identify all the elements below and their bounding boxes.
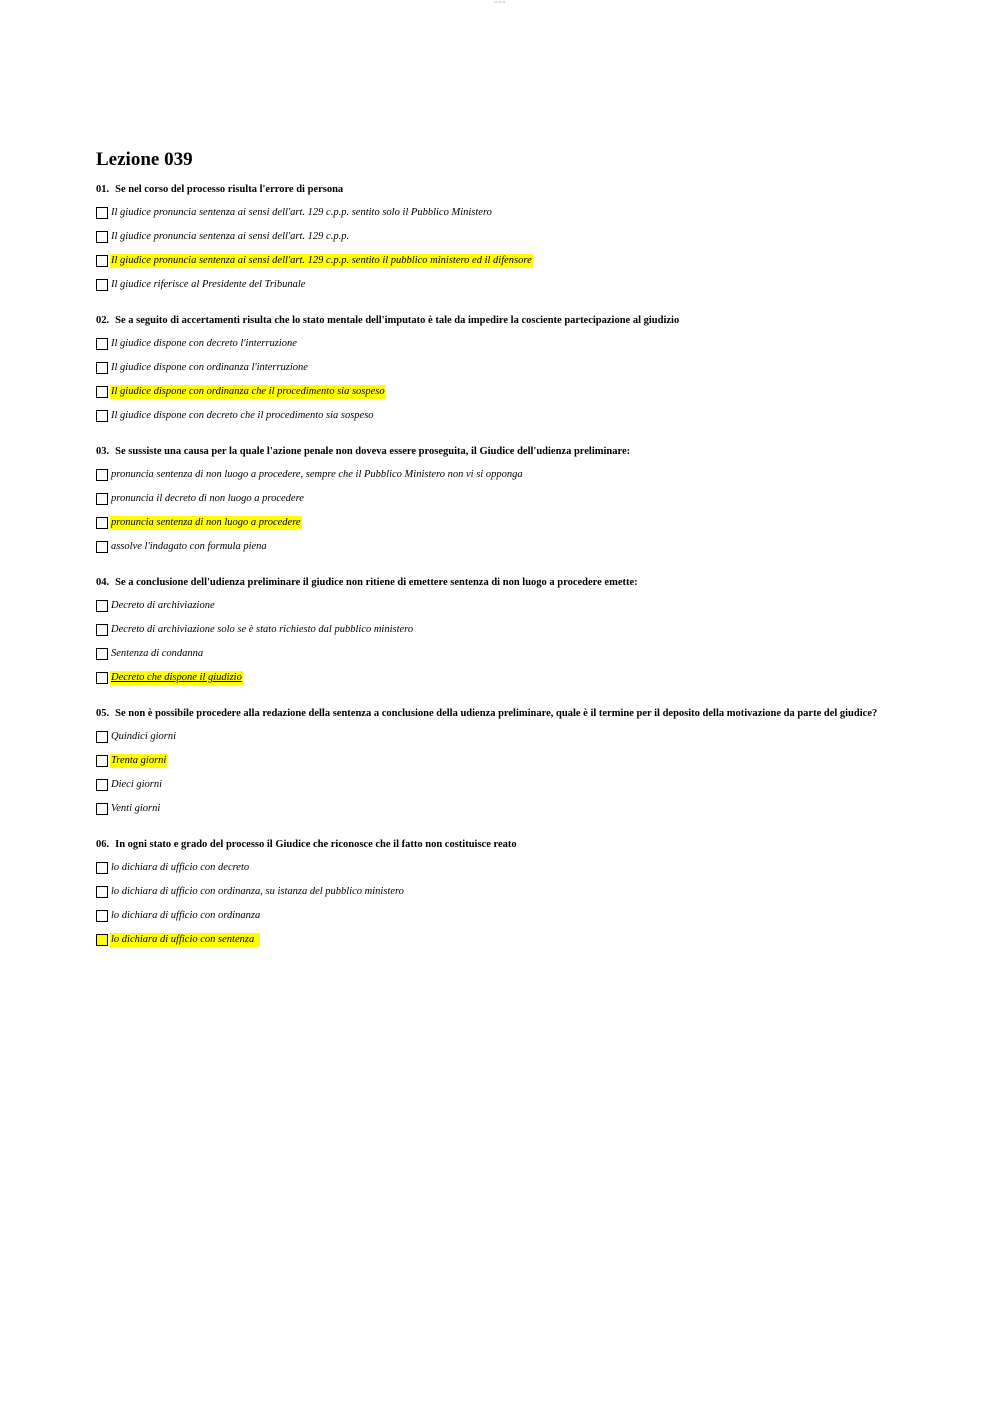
answer-label: Il giudice pronuncia sentenza ai sensi dell'art. 129 c.p.p. sentito solo il Pubblico Ministero [111,207,492,218]
answer-label: lo dichiara di ufficio con decreto [111,862,250,873]
answer-option-correct[interactable] [96,514,896,532]
answer-label: pronuncia il decreto di non luogo a procedere [111,493,304,504]
answer-label-highlighted: Il giudice dispone con ordinanza che il procedimento sia sospeso [111,386,385,397]
answer-option[interactable] [96,228,896,246]
answer-checkbox[interactable] [96,886,108,898]
answer-label-highlighted: Il giudice pronuncia sentenza ai sensi dell'art. 129 c.p.p. sentito il pubblico ministero ed il difensore [111,255,532,266]
answer-label: Sentenza di condanna [111,648,204,659]
question-text [96,838,896,851]
question-number: 05. [96,708,110,719]
answer-option-correct[interactable] [96,669,896,687]
question-prompt: Se non è possibile procedere alla redazione della sentenza a conclusione della udienza preliminare, quale è il termine per il deposito della motivazione da parte del giudice? [115,708,878,719]
question-prompt: Se sussiste una causa per la quale l'azione penale non doveva essere proseguita, il Giudice dell'udienza preliminare: [115,446,631,457]
answer-option[interactable] [96,645,896,663]
question-05 [96,707,896,818]
answer-label: Il giudice riferisce al Presidente del Tribunale [111,279,306,290]
answer-label-highlighted: pronuncia sentenza di non luogo a procedere [111,517,301,528]
question-01 [96,183,896,294]
answer-option[interactable] [96,621,896,639]
answer-checkbox[interactable] [96,207,108,219]
answer-option[interactable] [96,204,896,222]
answer-checkbox[interactable] [96,934,108,946]
answer-label: lo dichiara di ufficio con ordinanza [111,910,261,921]
answer-checkbox[interactable] [96,517,108,529]
question-03 [96,445,896,556]
answer-label: assolve l'indagato con formula piena [111,541,267,552]
question-text [96,576,896,589]
question-number: 02. [96,315,110,326]
answer-option[interactable] [96,859,896,877]
quiz-content [96,147,896,969]
answer-checkbox[interactable] [96,803,108,815]
answer-label: Venti giorni [111,803,161,814]
answer-option-correct[interactable] [96,752,896,770]
question-prompt: In ogni stato e grado del processo il Giudice che riconosce che il fatto non costituisce reato [115,839,517,850]
answer-label-highlighted: lo dichiara di ufficio con sentenza [110,933,260,947]
answer-checkbox[interactable] [96,779,108,791]
answer-option-correct[interactable] [96,931,896,949]
answer-checkbox[interactable] [96,624,108,636]
answer-label: Quindici giorni [111,731,177,742]
answer-checkbox[interactable] [96,362,108,374]
answer-checkbox[interactable] [96,386,108,398]
answer-label: Il giudice dispone con decreto che il procedimento sia sospeso [111,410,374,421]
answer-label: pronuncia sentenza di non luogo a procedere, sempre che il Pubblico Ministero non vi si opponga [111,469,523,480]
answer-label-highlighted: Trenta giorni [111,755,167,766]
question-text [96,707,896,720]
answer-option-correct[interactable] [96,383,896,401]
answer-option[interactable] [96,597,896,615]
answer-label-highlighted: Decreto che dispone il giudizio [111,672,242,683]
answer-checkbox[interactable] [96,910,108,922]
answer-option[interactable] [96,466,896,484]
question-number: 03. [96,446,110,457]
answer-option[interactable] [96,359,896,377]
answer-checkbox[interactable] [96,755,108,767]
question-number: 04. [96,577,110,588]
answer-checkbox[interactable] [96,410,108,422]
answer-checkbox[interactable] [96,255,108,267]
answer-option[interactable] [96,800,896,818]
answer-label: lo dichiara di ufficio con ordinanza, su istanza del pubblico ministero [111,886,404,897]
question-prompt: Se a conclusione dell'udienza preliminare il giudice non ritiene di emettere sentenza di non luogo a procedere emette: [115,577,638,588]
answer-checkbox[interactable] [96,469,108,481]
answer-option[interactable] [96,538,896,556]
answer-checkbox[interactable] [96,541,108,553]
answer-option[interactable] [96,907,896,925]
answer-option[interactable] [96,490,896,508]
answer-checkbox[interactable] [96,279,108,291]
question-text [96,183,896,196]
answer-label: Dieci giorni [111,779,163,790]
answer-checkbox[interactable] [96,648,108,660]
answer-label: Il giudice pronuncia sentenza ai sensi dell'art. 129 c.p.p. [111,231,350,242]
answer-label: Il giudice dispone con decreto l'interruzione [111,338,297,349]
question-02 [96,314,896,425]
question-number: 06. [96,839,110,850]
answer-option[interactable] [96,776,896,794]
answer-option[interactable] [96,276,896,294]
question-06 [96,838,896,949]
question-prompt: Se a seguito di accertamenti risulta che lo stato mentale dell'imputato è tale da impedire la cosciente partecipazione al giudizio [115,315,680,326]
question-04 [96,576,896,687]
answer-option[interactable] [96,407,896,425]
answer-checkbox[interactable] [96,862,108,874]
lesson-title: Lezione 039 [96,149,193,170]
question-prompt: Se nel corso del processo risulta l'errore di persona [115,184,344,195]
answer-checkbox[interactable] [96,731,108,743]
answer-checkbox[interactable] [96,231,108,243]
answer-option[interactable] [96,335,896,353]
answer-checkbox[interactable] [96,600,108,612]
answer-option-correct[interactable] [96,252,896,270]
answer-checkbox[interactable] [96,493,108,505]
answer-option[interactable] [96,883,896,901]
question-text [96,445,896,458]
question-text [96,314,896,327]
question-number: 01. [96,184,110,195]
answer-label: Decreto di archiviazione [111,600,215,611]
page-header: DI 11 11 [494,0,506,4]
answer-checkbox[interactable] [96,672,108,684]
answer-label: Il giudice dispone con ordinanza l'interruzione [111,362,308,373]
answer-checkbox[interactable] [96,338,108,350]
answer-option[interactable] [96,728,896,746]
answer-label: Decreto di archiviazione solo se è stato richiesto dal pubblico ministero [111,624,414,635]
